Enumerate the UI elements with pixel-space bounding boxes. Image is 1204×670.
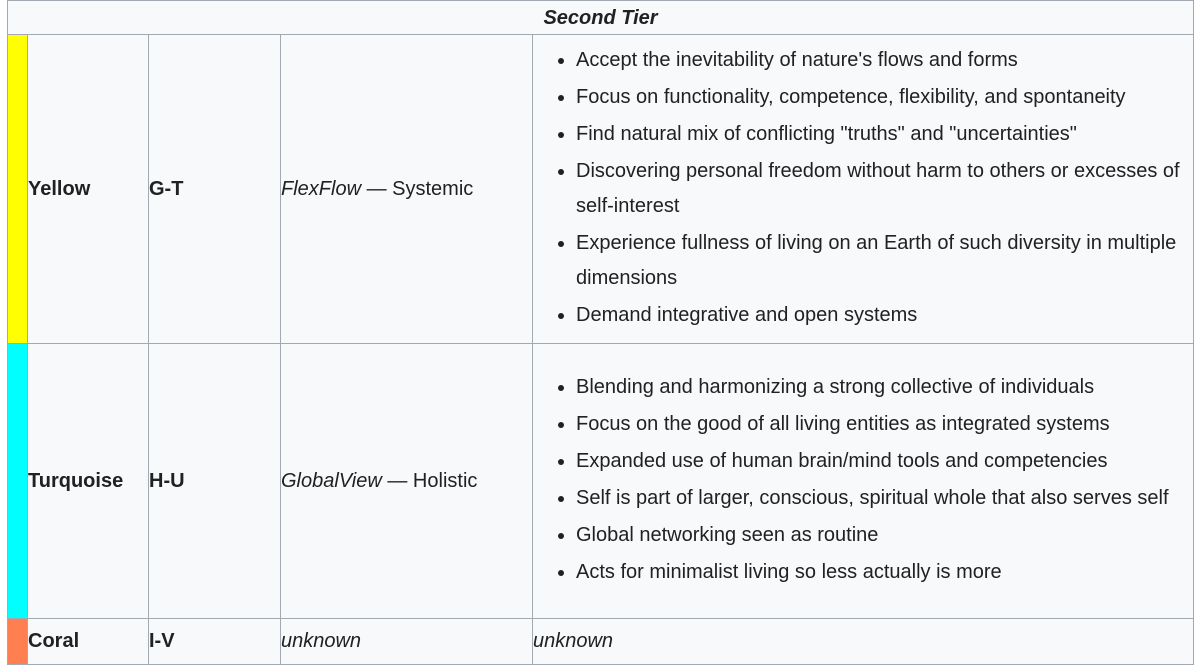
level-traits [533, 35, 1194, 344]
level-theme [281, 35, 533, 344]
second-tier-table [7, 0, 1194, 665]
table-row [8, 344, 1194, 619]
list-item: • Focus on functionality, competence, flexibility, and spontaneity [576, 80, 1193, 117]
theme-desc: — Systemic [366, 177, 474, 200]
list-item: • Expanded use of human brain/mind tools and competencies [576, 444, 1193, 481]
level-theme-unknown: unknown [281, 619, 533, 665]
level-name: Coral [28, 619, 149, 665]
table-row [8, 619, 1194, 665]
list-item: • Experience fullness of living on an Earth of such diversity in multiple dimensions [576, 226, 1193, 298]
level-theme [281, 344, 533, 619]
list-item: • Acts for minimalist living so less actually is more [576, 555, 1193, 592]
level-name: Yellow [28, 35, 149, 344]
color-swatch-turquoise [8, 344, 28, 619]
list-item: • Self is part of larger, conscious, spiritual whole that also serves self [576, 481, 1193, 518]
level-traits-unknown: unknown [533, 619, 1194, 665]
list-item: • Find natural mix of conflicting "truths" and "uncertainties" [576, 117, 1193, 154]
list-item: • Global networking seen as routine [576, 518, 1193, 555]
tier-header-row [8, 1, 1194, 35]
level-name: Turquoise [28, 344, 149, 619]
level-code: G-T [149, 35, 281, 344]
traits-list [533, 370, 1193, 592]
color-swatch-coral [8, 619, 28, 665]
theme-desc: — Holistic [387, 469, 478, 492]
list-item: • Accept the inevitability of nature's flows and forms [576, 43, 1193, 80]
level-code: H-U [149, 344, 281, 619]
theme-name: GlobalView [281, 469, 382, 492]
traits-list [533, 43, 1193, 335]
tier-title: Second Tier [8, 1, 1194, 35]
list-item: • Discovering personal freedom without harm to others or excesses of self-interest [576, 154, 1193, 226]
list-item: • Blending and harmonizing a strong collective of individuals [576, 370, 1193, 407]
level-code: I-V [149, 619, 281, 665]
theme-name: FlexFlow [281, 177, 362, 200]
list-item: • Focus on the good of all living entities as integrated systems [576, 407, 1193, 444]
color-swatch-yellow [8, 35, 28, 344]
list-item: • Demand integrative and open systems [576, 298, 1193, 335]
level-traits [533, 344, 1194, 619]
table-row [8, 35, 1194, 344]
